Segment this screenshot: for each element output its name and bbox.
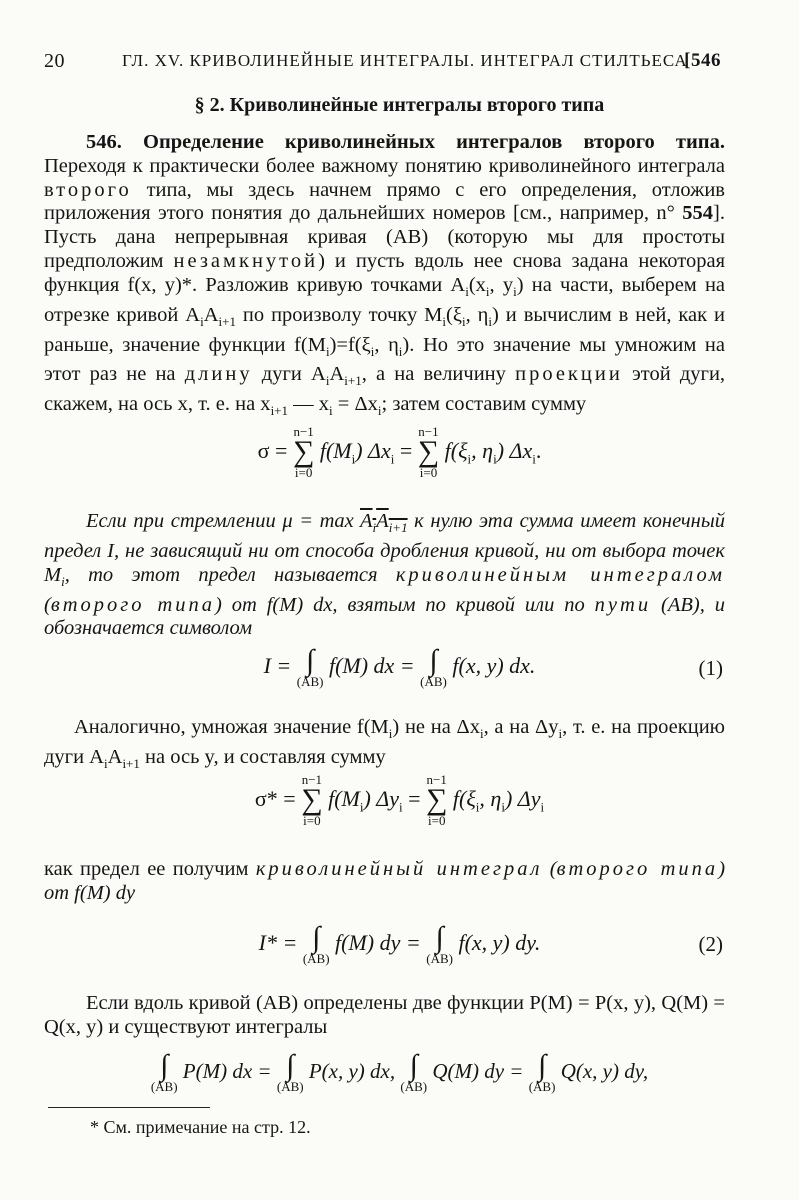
integral-symbol [426,921,453,966]
subscript: i [359,799,364,815]
equation-number: (2) [698,932,723,956]
subscript: i [329,403,333,419]
spaced-text: второго [44,178,132,201]
text: дуги A [261,363,326,386]
cross-reference: 554 [682,202,714,225]
text: к нулю эта сумма имеет конечный предел I, не зависящий ни от способа дробления кривой, ни от выбора точек M [44,510,725,586]
subscript: i [485,283,490,299]
sum-symbol [418,426,439,480]
text: A [107,745,123,768]
paragraph-definition [44,131,725,423]
text: = Δx [337,393,378,416]
integral-symbol [296,644,324,689]
formula-text: f(M [328,786,360,812]
text: , η [374,333,399,356]
sum-symbol [426,774,447,828]
subscript: i [104,755,108,771]
integral-symbol [420,644,447,689]
sum-upper: n−1 [426,772,447,787]
integral-domain: (AB) [302,951,330,966]
integral-glyph: ∫ [429,644,438,677]
integral-glyph: ∫ [305,644,315,677]
integral-domain: (AB) [426,951,453,966]
subscript: i [493,451,497,467]
text: по произволу точку M [242,303,443,326]
formula-text: ) Δy [504,786,541,812]
text: , y [489,273,514,296]
formula-text: f(ξ [444,438,468,464]
integral-symbol [276,1049,304,1094]
formula-text: . [535,438,542,464]
integral-domain: (AB) [276,1079,304,1094]
formula-sigma [0,426,799,480]
formula-text: f(x, y) dy. [458,930,541,956]
text: ]. Пусть дана непрерывная кривая (AB) (которую мы для простоты предположим [44,202,725,272]
text: A [376,510,389,532]
text: ; затем составим сумму [381,393,587,416]
subscript: i [398,343,403,359]
integral-domain: (AB) [528,1079,556,1094]
text: на ось y, и составляя сумму [145,745,386,768]
text: этой дуги, скажем, на ось x, т. е. на x [44,363,726,416]
formula-text: , η [479,786,502,812]
page-number: 20 [44,50,65,72]
spaced-text: пути [594,593,652,616]
text: ) не на Δx [392,716,480,738]
formula-sigma-star [0,774,799,828]
integral-symbol [302,921,330,966]
formula-text: ) Δy [363,786,399,812]
subscript: i [532,451,536,467]
text: Если при стремлении μ = max [86,510,354,532]
text: ( [44,593,51,616]
subscript: i [540,799,545,815]
text: Аналогично, умножая значение f(M [74,716,389,738]
integral-symbol [400,1049,428,1094]
sum-lower: i=0 [428,813,446,828]
formula-text: P(M) dx = [182,1058,272,1083]
text: , то этот предел называется [64,563,378,586]
text: ) и вычислим в ней, как и раньше, значение функции f(M [44,303,726,356]
subscript: i [388,726,393,742]
arc-notation [360,510,408,536]
sum-upper: n−1 [418,424,439,439]
subscript: i [442,313,447,329]
text: , а на Δy [483,716,559,738]
text: ). Но это значение мы умножим на этот раз не на [44,333,725,386]
paragraph-italic-definition [44,510,725,641]
text: )=f(ξ [329,333,371,356]
spaced-text: криволинейным интегралом [395,563,725,586]
spaced-text: криволинейный интеграл [255,858,543,880]
paragraph-limit [44,858,725,906]
footnote-divider [48,1107,210,1108]
subscript: i [325,343,330,359]
subsection-heading: 546. Определение криволинейных интегралов второго типа. [86,131,725,153]
text: , а на величину [361,363,506,386]
text: (x [468,273,486,296]
integral-domain: (AB) [420,674,447,689]
paragraph-analogous [44,716,725,776]
formula-text: ) Δx [355,438,391,464]
integral-glyph: ∫ [435,921,444,954]
sum-symbol [293,426,314,480]
integral-glyph: ∫ [537,1049,547,1082]
spaced-text: длину [184,363,253,386]
integral-symbol [150,1049,178,1094]
formula-integral-1 [0,644,799,689]
text: Если вдоль кривой (AB) определены две функции P(M) = P(x, y), Q(M) = Q(x, y) и существуют интегралы [44,992,725,1038]
section-reference: [546 [684,50,721,71]
formula-text: P(x, y) dx, [308,1058,396,1083]
subscript: i+1 [344,373,362,389]
subscript: i [461,313,466,329]
paragraph-two-functions [44,992,725,1040]
sigma-glyph: ∑ [426,783,448,816]
subscript: i [390,451,395,467]
formula-text: σ = [257,438,288,464]
text: ) от f(M) dy [44,858,726,904]
formula-text: f(M) dx = [328,653,415,679]
text: A [360,510,373,532]
text: , η [465,303,489,326]
sum-lower: i=0 [294,465,313,480]
formula-text: σ* = [254,786,296,812]
subscript: i+1 [122,755,140,771]
formula-text: , η [471,438,494,464]
text: ) на части, выберем на отрезке кривой A [44,273,726,326]
subscript: i [372,520,377,536]
formula-text: = [399,438,413,464]
text: ) от f(M) dx, взятым по кривой или по [215,593,585,616]
subscript: i [370,343,375,359]
spaced-text: проекции [515,363,623,386]
text: ( [549,858,557,880]
formula-text: ) Δx [496,438,533,464]
text: , т. е. на проекцию дуги A [44,716,725,768]
formula-text: I* = [258,930,298,956]
sigma-glyph: ∑ [292,435,315,468]
spaced-text: второго типа [50,593,216,616]
integral-glyph: ∫ [160,1049,169,1082]
equation-number: (1) [698,656,723,680]
text: — x [293,393,330,416]
subscript: i [465,283,469,299]
text: A [329,363,345,386]
subscript: i [501,799,505,815]
text: ) и пусть вдоль нее снова задана некоторая функция f(x, y)*. Разложив кривую точками A [44,249,726,296]
sum-lower: i=0 [303,813,321,828]
text: (AB), и обозначается символом [44,593,725,640]
subscript: i [488,313,493,329]
subscript: i [558,726,563,742]
integral-domain: (AB) [400,1079,428,1094]
text: типа, мы здесь начнем прямо с его определения, отложив приложения этого понятия до дальнейших номеров [см., например, n° [44,178,725,225]
spaced-text: второго типа [556,858,719,880]
formula-text: Q(M) dy = [432,1058,524,1083]
integral-glyph: ∫ [286,1049,295,1082]
subscript: i [467,451,472,467]
subscript: i [398,799,403,815]
subscript: i [479,726,484,742]
subscript: i [61,573,65,589]
text: как предел ее получим [44,858,249,880]
subscript: i [475,799,480,815]
integral-glyph: ∫ [312,921,321,954]
integral-glyph: ∫ [409,1049,418,1082]
subscript: i [351,451,356,467]
sum-upper: n−1 [293,424,314,439]
subscript: i [325,373,330,389]
running-header [44,50,721,76]
section-title: § 2. Криволинейные интегралы второго типа [194,94,605,116]
integral-domain: (AB) [296,674,324,689]
subscript: i+1 [270,403,289,419]
subscript: i [513,283,517,299]
integral-symbol [528,1049,556,1094]
sum-symbol [301,774,322,828]
formula-text: f(M [319,438,352,464]
subscript: i+1 [218,313,236,329]
spaced-text: незамкнутой [173,249,319,272]
text: (ξ [446,303,462,326]
formula-text: Q(x, y) dy, [560,1058,649,1083]
text: A [203,303,219,326]
chapter-title: ГЛ. XV. КРИВОЛИНЕЙНЫЕ ИНТЕГРАЛЫ. ИНТЕГРАЛ СТИЛТЬЕСА [122,51,688,70]
formula-text: f(x, y) dx. [452,653,536,679]
formula-integrals-pq [0,1049,799,1094]
subscript: i [377,403,382,419]
sum-upper: n−1 [301,772,323,787]
subscript: i+1 [388,520,408,536]
integral-domain: (AB) [150,1079,178,1094]
subscript: i [200,313,204,329]
footnote: * См. примечание на стр. 12. [90,1117,311,1137]
sigma-glyph: ∑ [417,435,440,468]
formula-integral-2 [0,921,799,966]
text: Переходя к практически более важному понятию криволинейного интеграла [44,154,725,177]
formula-text: = [408,786,421,812]
sum-lower: i=0 [419,465,438,480]
sigma-glyph: ∑ [301,783,323,816]
formula-text: f(ξ [452,786,476,812]
formula-text: f(M) dy = [335,930,421,956]
formula-text: I = [263,653,292,679]
